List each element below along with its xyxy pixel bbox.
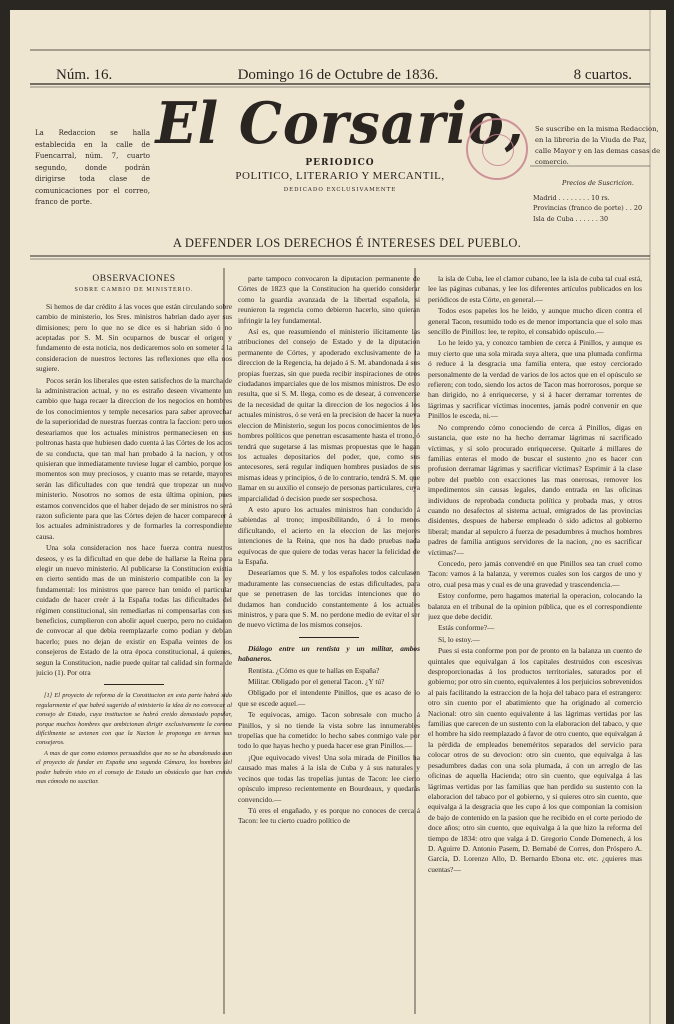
paragraph: Todos esos papeles los he leido, y aunque mucho dicen contra el general Tacon, resumido todo es de menor importancia que el solo mas sencillo de Pinillos: lee, te repito, el consabido opúsculo.— (428, 306, 642, 337)
price-line: Provincias (franco de porte) . . 20 (533, 204, 643, 212)
prices-heading: Precios de Suscricion. (562, 179, 634, 187)
dialog-heading: Diálogo entre un rentista y un militar, ambos habaneros. (238, 643, 420, 664)
header-bar (40, 62, 636, 88)
paragraph: No comprendo cómo conociendo de cerca á Pinillos, digas en sustancia, que este no ha hecho derramar lágrimas ni sacrificado víctimas, y sí solo procurado enriquecerse. Quitarle á millares de familias enteras el modo de buscar el sustento ¿no es hacer con profusion derramar lágrimas y sacrificar víctimas? Esprimir á la clase pobre del pueblo con exacciones las mas onerosas, remover los impedimentos sin causas legales, dando entrada en las oficinas individuos de reprobada conducta política y probada mas, y otros cuando no desafectos al sistema actual, emigrados de las provincias disidentes, despues de haberse empleado ó sido adictos al gobierno liberal; mandar al sepulcro á fuerza de pesadumbres á muchos hombres padres de familia antiguos servidores de la nacion, ¿no es sacrificar víctimas?— (428, 422, 642, 557)
dialog-line: Militar. Obligado por el general Tacon. ¿Y tú? (248, 677, 385, 687)
masthead-motto: A DEFENDER LOS DERECHOS É INTERESES DEL PUEBLO. (172, 236, 522, 250)
article-subtitle: SOBRE CAMBIO DE MINISTERIO. (74, 287, 194, 294)
subscription-prices (533, 178, 663, 224)
masthead-dedication: DEDICADO EXCLUSIVAMENTE (283, 187, 397, 193)
footnote: A mas de que como estamos persuadidos que no se ha abandonado aun el proyecto de fundar en España una segunda Cámara, los hombres del poder habrán visto en el consejo de Estado un obstáculo que han creido mas cómodo no suscitar. (36, 749, 232, 786)
footnote: [1] El proyecto de reforma de la Constitucion en esta parte habrá sido regularmente el que habrá sugerido al ministerio la idea de no convocar al consejo de Estado, cuya institucion se habrá creido demasiado popular, porque muchos hombres que ambicionan dirigir exclusivamente la corona difícilmente se avienen con que la Nacion le proponga en ternas sus consejeros. (36, 692, 232, 747)
paragraph: Lo he leido ya, y conozco tambien de cerca á Pinillos, y aunque es muy cierto que una sola mirada suya altera, que una plumada confirma ó reduce á la desgracia una familia entera, que estoy cerciorado personalmente de la verdad de varios de los actos que en el opúsculo se refieren; con todo, siendo los actos de Tacon mas horrorosos, porque se han dirigido, no á enriquecerse, y si á hacer derramar torrentes de lágrimas y sacrificar víctimas inocentes, jamás podré convenir en que Pinillos le esceda, ni.— (428, 338, 642, 421)
dialog-line: Obligado por el intendente Pinillos, que es acaso de lo que se escede aquel.— (238, 688, 420, 708)
masthead-subtitle: PERIODICO (305, 158, 375, 168)
issue-number: Núm. 16. (56, 66, 113, 83)
paragraph: parte tampoco convocaron la diputacion permanente de Córtes de 1823 que la Constitucion ha querido considerar como la guardia avanzada de la libertad española, si reunieron la regencia como debieron hacerlo, sino quieran infringir la ley fundamental. (238, 274, 420, 325)
column-3 (428, 274, 642, 1009)
note-separator (104, 684, 164, 685)
paragraph: la isla de Cuba, lee el clamor cubano, lee la isla de cuba tal cual está, lee las páginas cubanas, y lee los diferentes artículos publicados en los periódicos de esta Córte, en general.— (428, 274, 642, 304)
price-line: Madrid . . . . . . . . 10 rs. (533, 193, 610, 202)
dialog-line: Rentista. ¿Cómo es que te hallas en España? (248, 665, 380, 675)
paragraph: Sí, lo estoy.— (438, 634, 480, 644)
paragraph: Si hemos de dar crédito á las voces que están circulando sobre cambio de ministerio, los Sres. ministros habrian dado ayer sus dimisiones; pero lo que no se dice es si habrian sido ó no aceptadas por S. M. Sin ocuparnos de buscar el origen y fundamento de esta noticia, nos dedicaremos solo en someter á la consideracion de nuestros lectores las reflexiones que ella nos sugiere. (36, 301, 232, 374)
paragraph: Una sola consideracion nos hace fuerza contra nuestros deseos, y es la dificultad en que debe de hallarse la Reina para elegir un nuevo ministerio. Al publicarse la Constitucion existia en cierto sentido mas de un ministerio compatible con la ley fundamental: los ministros que parece han tenido el particular cuidado de hacer creér á la España todas las dificultades del régimen constitucional, sin remediarlas ni compensarlas con sus beneficios, cumplieron con abolir aquel cuerpo, pero no cuidaron de convocar al que debia reemplazarle como podian y debian hacerlo; pues no dejan de existir en España veintes de los consejeros de Estado de la otra época constitucional, á quienes, segun la Constitucion, nadie puede quitar tal calidad sin forma de juicio (1). Por otra (36, 543, 232, 678)
paragraph: A esto apuro los actuales ministros han conducido á sabiendas al trono; imposibilitando, ó á lo menos dificultando, el acierto en la eleccion de las mejores intenciones de la Reina, que nos ha dado pruebas nada equívocas de que quiere de todas veras hacer la felicidad de la España. (238, 504, 420, 566)
column-2 (238, 274, 420, 1009)
paragraph: Concedo, pero jamás convendré en que Pinillos sea tan cruel como Tacon: vamos á la balanza, y veremos cuales son los cargos de uno y otro, cual pesa mas y cual es de una gravedad y trascendencia.— (428, 558, 642, 589)
subscription-info: Se suscribe en la misma Redaccion, en la libreria de la Viuda de Paz, calle Mayor y en las demas casas de comercio. (535, 125, 661, 166)
column-1 (36, 274, 232, 1009)
newspaper-page (10, 10, 666, 1024)
paragraph: Pues si esta conforme pon por de pronto en la balanza un cuento de quintales que equivalgan á los capitales destruidos con escesivas desproporcionadas á los productos territoriales, saturados por el gobierno; por otro sin cuento, equivalentes á los perjuicios sobrevenidos al pais facilitando la estraccion de la hoja del tabaco para el estrangero: otro sin cuento por el abatimiento que ha originado al comercio Nacional: otro sin cuento equivalente á las lágrimas vertidas por las familias que carecen de un sustento con la elaboracion del tabaco, y que el hombre ha sido reemplazado á favor de otro cuento, que equivalgan á la pérdida de empleados beneméritos separados del servicio para colocar otros de su devocion: otro sin cuento, que equivalga á las pesadumbres dadas con una sola plumada, á con un arreglo de las oficinas de aquella Hacienda; otro sin cuento, que equivalga á las lágrimas vertidas por las familias que han perdido su sustento con la elaboracion del tabaco por el gobierno, y si quieres otro sin cuento, que equivalga á la desgracia que les cupo á los que componian la comision de bajo de contenido en la pasion que he recibido en el corte periodo de doce años; otro sin cuento, que equivalga á la que hizo la reforma del tiempo de 1834: otro que valga á D. Gregorio Conde Domenech, á los D. Aguirre D. Antonio Pasem, D. Bernabé de Corres, don Próspero A. García, D. Lorenzo Allo, D. Bernardo Ebona etc. etc. ¿quieres mas cuentas?— (428, 646, 642, 874)
library-stamp (466, 118, 528, 180)
issue-date: Domingo 16 de Octubre de 1836. (237, 66, 439, 83)
masthead-subtitle2: POLITICO, LITERARIO Y MERCANTIL, (235, 170, 445, 182)
paragraph: Así es, que reasumiendo el ministerio ilícitamente las atribuciones del consejo de Estado y de la diputacion permanente de Córtes, y apoderado exclusivamente de la direccion de la Regencia, ha dejado á S. M. abandonada á sus propias fuerzas, sin que pueda recibir inspiraciones de otros ciudadanos imparciales que de los mismos ministros. De esto resulta, que si S. M. llega, como es de desear, á convencerse de la necesidad de quitar la direccion de los negocios á los actuales ministros, ó se verá en la precision de hacer la nueva eleccion de Ministerio, segun los pocos conocimientos de los hombres políticos que penetran escasamente hasta el trono, ó tendrá que sugetarse á las mismas propuestas que le hagan los actuales depositarios del poder, que, como sus antecesores, será regular indiquen hombres pusiados de sus mismas ideas y principios, ó de lo contrario, tendrá S. M. que llamar en su auxilio el consejo de personas particulares, cuya imparcialidad ó decision puede ser sospechosa. (238, 327, 420, 503)
dialog-line: Tú eres el engañado, y es porque no conoces de cerca á Tacon: lee tu cierto cuadro político de (238, 805, 420, 826)
editorial-address: La Redaccion se halla establecida en la calle de Fuencarral, núm. 7, cuarto segundo, donde podrán dirigirse toda clase de comunicaciones por el correo, franco de porte. (35, 129, 150, 206)
paragraph: Pocos serán los liberales que esten satisfechos de la marcha de la administracion actual, y no es estraño deseen vivamente un cambio que haga recaer la direccion de los negocios en hombres de los conocimientos y temple necesarios para saber aprovechar de la superioridad de nuestras fuerzas contra la faccion: pero unos deseariamos que los actuales ministros permaneciesen en sus poltronas hasta que hubiesen dado cuenta á las Córtes de los actos de su conducta, que tan mal han probado á la nacion, y otros quisieran que inmediatamente tuviese lugar el cambio, porque los momentos son muy preciosos, y cuanto mas se retarde, mayores serán las dificultades con que tendrá que tropezar un nuevo ministerio. Nosotros no somos de esta última opinion, pues estamos convencidos que el haber dejado de ser ministros no será razon suficiente para que las Córtes dejen de hacer comparecer á los actuales administradores y de formarles la correspondiente causa. (36, 375, 232, 541)
dialog-line: ¡Que equivocado vives! Una sola mirada de Pinillos ha causado mas males á la isla de Cuba y á sus naturales y vecinos que todas las tropelías juntas de Tacon: lee cierto opúsculo impreso recientemente en Bourdeaux, y quedarás convencido.— (238, 752, 420, 804)
paragraph: Desearíamos que S. M. y los españoles todos calculasen maduramente las consecuencias de estas dificultades, para que se penetrasen de las torcidas intenciones que no dudamos han conducido constantemente á los actuales ministros, y para que S. M. no perdone medio de evitar el ser de nuevo víctima de los mismos consejos. (238, 568, 420, 630)
price-line: Isla de Cuba . . . . . . 30 (533, 214, 609, 223)
article-separator (299, 637, 359, 638)
paragraph: Estás conforme?— (438, 623, 495, 633)
article-title: OBSERVACIONES (92, 274, 176, 284)
paragraph: Estoy conforme, pero hagamos material la operacion, colocando la balanza en el tribunal de la opinion pública, que es el correspondiente juez que debe decidir. (428, 591, 642, 621)
issue-price: 8 cuartos. (573, 66, 632, 83)
footnotes (36, 691, 232, 786)
dialog-line: Te equivocas, amigo. Tacon sobresale con mucho á Pinillos, y si no tiende la vista sobre las innumerables tropelías que ha cometido: lo hecho sabes conmigo vale por todo lo que hayas hecho y pueda hacer ese gran Pinillos.— (238, 710, 420, 751)
newspaper-title: El Corsario, (155, 89, 525, 157)
